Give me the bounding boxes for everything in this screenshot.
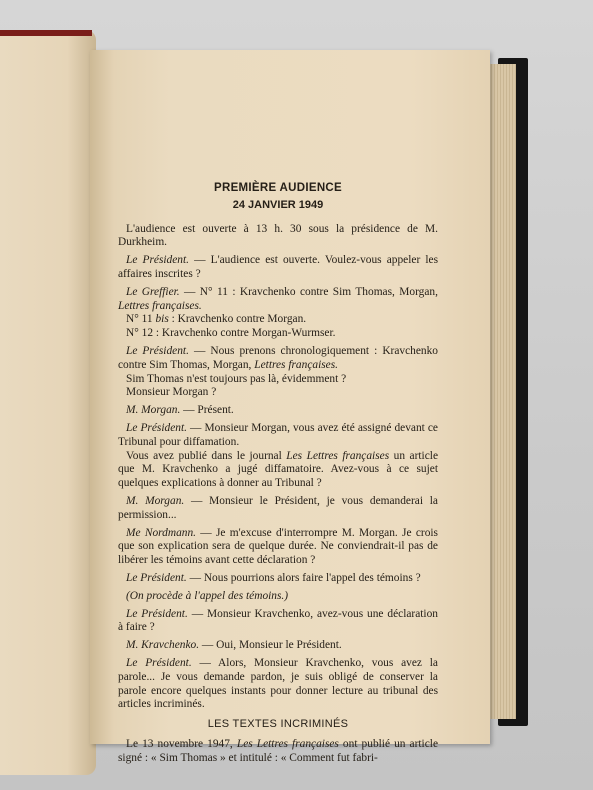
paragraph-3: Le Greffier. — N° 11 : Kravchenko contre Sim Thomas, Morgan, Lettres françaises. [118,285,438,312]
paragraph-6: Le Président. — Nous prenons chronologiquement : Kravchenko contre Sim Thomas, Morgan, Lettres françaises. [118,344,438,371]
paragraph-10: Le Président. — Monsieur Morgan, vous avez été assigné devant ce Tribunal pour diffamation. [118,421,438,448]
paragraph-16: Le Président. — Monsieur Kravchenko, avez-vous une déclaration à faire ? [118,607,438,634]
left-page [0,30,96,775]
page-text [118,182,438,769]
paragraph-18: Le Président. — Alors, Monsieur Kravchenko, vous avez la parole... Je vous demande pardon, je suis obligé de conserver la parole encore quelques instants pour donner lecture au tribunal des articles incriminés. [118,656,438,711]
chapter-date: 24 JANVIER 1949 [232,198,324,211]
section-title: LES TEXTES INCRIMINÉS [207,718,349,731]
paragraph-15: (On procède à l'appel des témoins.) [126,589,289,602]
paragraph-4: N° 11 bis : Kravchenko contre Morgan. [126,313,307,326]
paragraph-11: Vous avez publié dans le journal Les Lettres françaises un article que M. Kravchenko a jugé diffamatoire. Avez-vous à ce sujet quelques explications à donner au Tribunal ? [118,449,438,490]
cover-board-edge [0,30,92,36]
paragraph-12: M. Morgan. — Monsieur le Président, je vous demanderai la permission... [118,494,438,521]
page-edges [486,64,516,719]
paragraph-1: L'audience est ouverte à 13 h. 30 sous la présidence de M. Durkheim. [118,222,438,249]
paragraph-5: N° 12 : Kravchenko contre Morgan-Wurmser. [126,327,336,340]
paragraph-17: M. Kravchenko. — Oui, Monsieur le Président. [126,639,342,652]
paragraph-13: Me Nordmann. — Je m'excuse d'interrompre M. Morgan. Je crois que son explication sera de quelque durée. Ne conviendrait-il pas de libérer les témoins avant cette déclaration ? [118,526,438,567]
paragraph-9: M. Morgan. — Présent. [126,404,234,417]
paragraph-14: Le Président. — Nous pourrions alors faire l'appel des témoins ? [126,571,421,584]
paragraph-final: Le 13 novembre 1947, Les Lettres françaises ont publié un article signé : « Sim Thomas » et intitulé : « Comment fut fabri- [118,737,438,764]
chapter-title: PREMIÈRE AUDIENCE [214,182,342,194]
paragraph-8: Monsieur Morgan ? [126,386,217,399]
paragraph-2: Le Président. — L'audience est ouverte. Voulez-vous appeler les affaires inscrites ? [118,254,438,280]
paragraph-7: Sim Thomas n'est toujours pas là, évidemment ? [126,372,347,385]
